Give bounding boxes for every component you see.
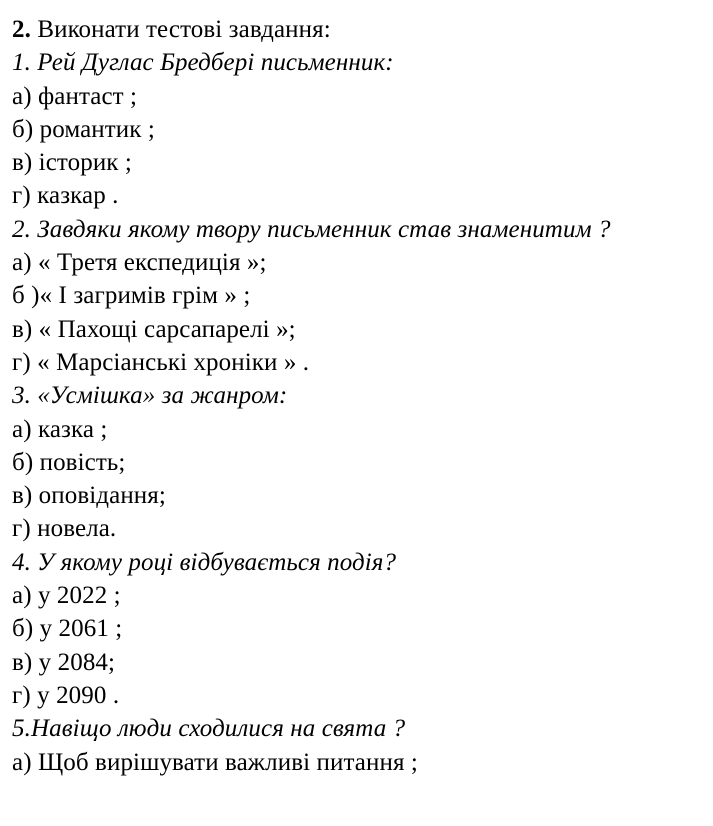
task-heading	[12, 13, 707, 46]
question-2-option-d: г) « Марсіанські хроніки » .	[12, 348, 310, 376]
question-1-option-d: г) казкар .	[12, 182, 119, 210]
question-5-option-a: а) Щоб вирішувати важливі питання ;	[12, 748, 418, 776]
question-3-option-a: а) казка ;	[12, 415, 108, 443]
question-4-option-b: б) у 2061 ;	[12, 615, 123, 643]
question-3: 3. «Усмішка» за жанром:	[12, 382, 288, 410]
question-4: 4. У якому році відбувається подія?	[12, 548, 397, 576]
question-3-option-b: б) повість;	[12, 448, 126, 476]
question-1-option-a: а) фантаст ;	[12, 82, 138, 110]
task-number: 2	[12, 16, 25, 43]
task-number-dot: .	[24, 16, 31, 43]
question-3-option-d: г) новела.	[12, 515, 117, 543]
question-1: 1. Рей Дуглас Бредбері письменник:	[12, 49, 394, 77]
task-heading-text: Виконати тестові завдання:	[30, 16, 331, 43]
question-4-option-c: в) у 2084;	[12, 648, 116, 676]
question-3-option-c: в) оповідання;	[12, 482, 166, 510]
question-5: 5.Навіщо люди сходилися на свята ?	[12, 715, 406, 743]
question-1-option-c: в) історик ;	[12, 149, 132, 177]
question-2-option-b: б )« І загримів грім » ;	[12, 282, 251, 310]
question-4-option-a: а) у 2022 ;	[12, 582, 121, 610]
question-2: 2. Завдяки якому твору письменник став знаменитим ?	[12, 215, 611, 243]
test-document	[12, 13, 707, 779]
question-1-option-b: б) романтик ;	[12, 115, 155, 143]
question-2-option-a: а) « Третя експедиція »;	[12, 249, 267, 277]
question-2-option-c: в) « Пахощі сарсапарелі »;	[12, 315, 296, 343]
question-4-option-d: г) у 2090 .	[12, 681, 120, 709]
